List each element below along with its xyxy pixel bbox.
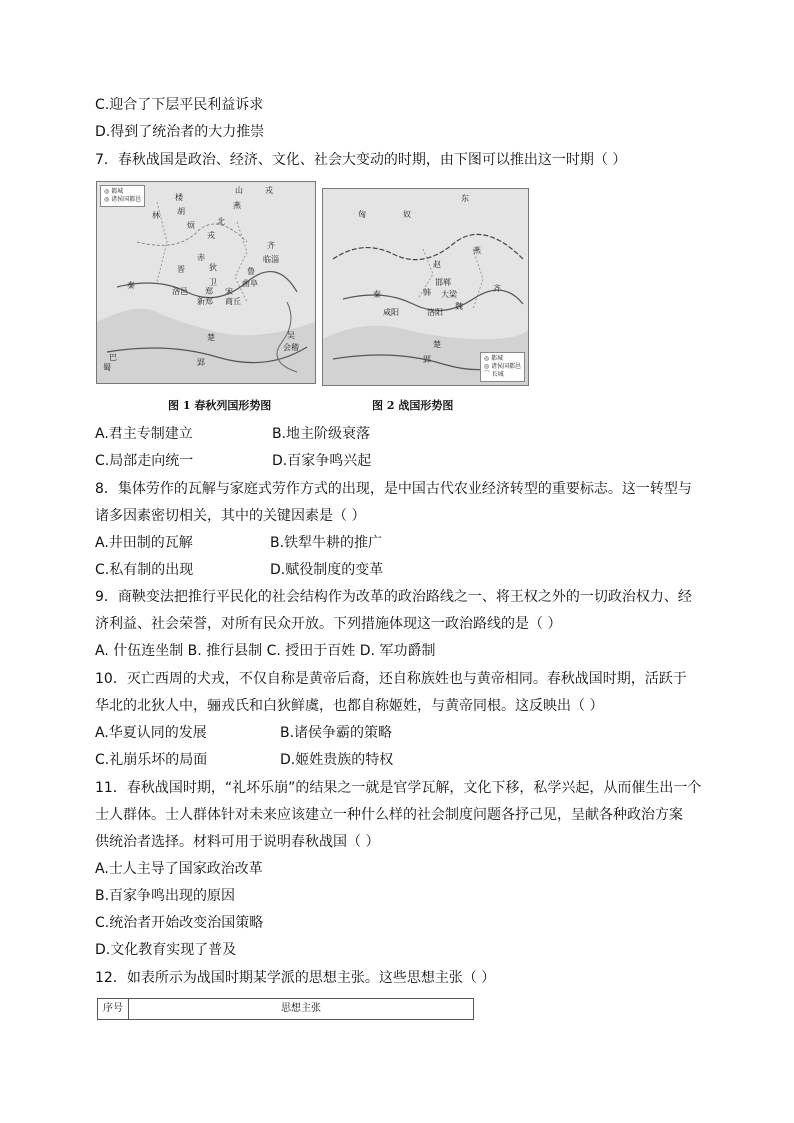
map2-caption: 图 2 战国形势图 (372, 399, 454, 412)
map-label: 鲁 (247, 267, 255, 276)
question-12-stem: 12．如表所示为战国时期某学派的思想主张。这些思想主张（ ） (95, 970, 496, 986)
table-header-idea: 思想主张 (281, 1003, 321, 1014)
map-label: 狄 (209, 263, 217, 272)
map-label: 商丘 (225, 297, 241, 306)
map-label: 东 (461, 194, 469, 203)
map-label: 奴 (403, 210, 411, 219)
q8-option-a: A.井田制的瓦解 (95, 535, 193, 551)
question-9-stem: 9．商鞅变法把推行平民化的社会结构作为改革的政治路线之一、将王权之外的一切政治权力、经 (95, 589, 692, 605)
map-label: 郢 (423, 355, 431, 364)
table-header-index: 序号 (98, 999, 129, 1019)
q7-option-c: C.局部走向统一 (95, 453, 194, 469)
question-7-stem: 7．春秋战国是政治、经济、文化、社会大变动的时期，由下图可以推出这一时期（ ） (95, 152, 627, 168)
map-label: 燕 (473, 246, 481, 255)
map-label: 燕 (233, 201, 241, 210)
map-label: 匈 (358, 210, 366, 219)
question-11-stem: 供统治者选择。材料可用于说明春秋战国（ ） (95, 834, 380, 850)
q12-table (97, 998, 474, 1020)
q11-option-d: D.文化教育实现了普及 (95, 942, 237, 958)
q11-option-a: A.士人主导了国家政治改革 (95, 861, 263, 877)
question-8-stem: 诸多因素密切相关，其中的关键因素是（ ） (95, 508, 366, 524)
map-spring-autumn (96, 181, 316, 384)
map-label: 山 (235, 186, 243, 195)
map-label: 郑 (205, 287, 213, 296)
map-label: 新郑 (197, 297, 213, 306)
question-11-stem: 11．春秋战国时期，“礼坏乐崩”的结果之一就是官学瓦解，文化下移，私学兴起，从而催生出一个 (95, 780, 702, 796)
map-label: 吴 (287, 331, 295, 340)
question-9-stem: 济利益、社会荣誉，对所有民众开放。下列措施体现这一政治路线的是（ ） (95, 616, 562, 632)
q8-option-d: D.赋役制度的变革 (270, 562, 384, 578)
map-label: 赵 (433, 260, 441, 269)
map-label: 韩 (423, 288, 431, 297)
map-label: 咸阳 (383, 308, 399, 317)
q9-options: A. 什伍连坐制 B. 推行县制 C. 授田于百姓 D. 军功爵制 (95, 643, 436, 659)
question-10-stem: 华北的北狄人中，骊戎氏和白狄鲜虞，也都自称姬姓，与黄帝同根。这反映出（ ） (95, 698, 604, 714)
map-label: 楚 (207, 333, 215, 342)
map-label: 赤 (197, 253, 205, 262)
legend-item: ◎ 都城 (104, 188, 124, 195)
map2-legend (480, 352, 525, 382)
legend-item: ⌒ 长城 (483, 371, 504, 378)
map-label: 卫 (209, 278, 217, 287)
q8-option-b: B.铁犁牛耕的推广 (270, 535, 383, 551)
map-label: 北 (217, 217, 225, 226)
map-label: 楼 (175, 193, 183, 202)
map-label: 邯郸 (435, 278, 451, 287)
map1-caption: 图 1 春秋列国形势图 (168, 399, 272, 412)
question-10-stem: 10．灭亡西周的犬戎，不仅自称是黄帝后裔，还自称族姓也与黄帝相同。春秋战国时期，活跃于 (95, 671, 687, 687)
question-8-stem: 8．集体劳作的瓦解与家庭式劳作方式的出现，是中国古代农业经济转型的重要标志。这一转型与 (95, 481, 692, 497)
question-11-stem: 士人群体。士人群体针对未来应该建立一种什么样的社会制度问题各抒己见，呈献各种政治方案 (95, 807, 683, 823)
q10-option-d: D.姬姓贵族的特权 (280, 752, 394, 768)
map-label: 胡 (177, 207, 185, 216)
map-label: 洛邑 (172, 287, 188, 296)
map-label: 巴 (109, 353, 117, 362)
map-label: 齐 (493, 284, 501, 293)
map-label: 洛阳 (427, 308, 443, 317)
q8-option-c: C.私有制的出现 (95, 562, 194, 578)
option-line: C.迎合了下层平民利益诉求 (95, 97, 264, 113)
q7-option-a: A.君主专制建立 (95, 426, 193, 442)
map-label: 烦 (187, 221, 195, 230)
map-label: 蜀 (103, 363, 111, 372)
q11-option-c: C.统治者开始改变治国策略 (95, 915, 264, 931)
legend-item: ◎ 诸侯国都邑 (483, 363, 521, 370)
map-label: 郢 (197, 358, 205, 367)
map-label: 林 (152, 211, 160, 220)
map-label: 秦 (127, 281, 135, 290)
map-label: 大梁 (441, 290, 457, 299)
map-label: 戎 (265, 186, 273, 195)
option-line: D.得到了统治者的大力推崇 (95, 124, 265, 140)
map1-legend (100, 185, 145, 207)
legend-item: ◎ 诸侯国都邑 (104, 196, 142, 203)
map-label: 齐 (267, 241, 275, 250)
map-label: 会稽 (283, 343, 299, 352)
map-label: 临淄 (263, 255, 279, 264)
q10-option-a: A.华夏认同的发展 (95, 725, 207, 741)
q7-option-d: D.百家争鸣兴起 (272, 453, 372, 469)
q11-option-b: B.百家争鸣出现的原因 (95, 888, 236, 904)
q10-option-c: C.礼崩乐坏的局面 (95, 752, 208, 768)
q10-option-b: B.诸侯争霸的策略 (280, 725, 393, 741)
map-warring-states (322, 188, 529, 386)
q7-option-b: B.地主阶级衰落 (272, 426, 371, 442)
map-label: 戎 (207, 231, 215, 240)
map-label: 宋 (225, 287, 233, 296)
map-label: 魏 (455, 302, 463, 311)
legend-item: ◎ 都城 (483, 355, 503, 362)
map-label: 秦 (373, 290, 381, 299)
map-label: 晋 (177, 265, 185, 274)
map-label: 楚 (433, 340, 441, 349)
map-label: 曲阜 (242, 279, 258, 288)
